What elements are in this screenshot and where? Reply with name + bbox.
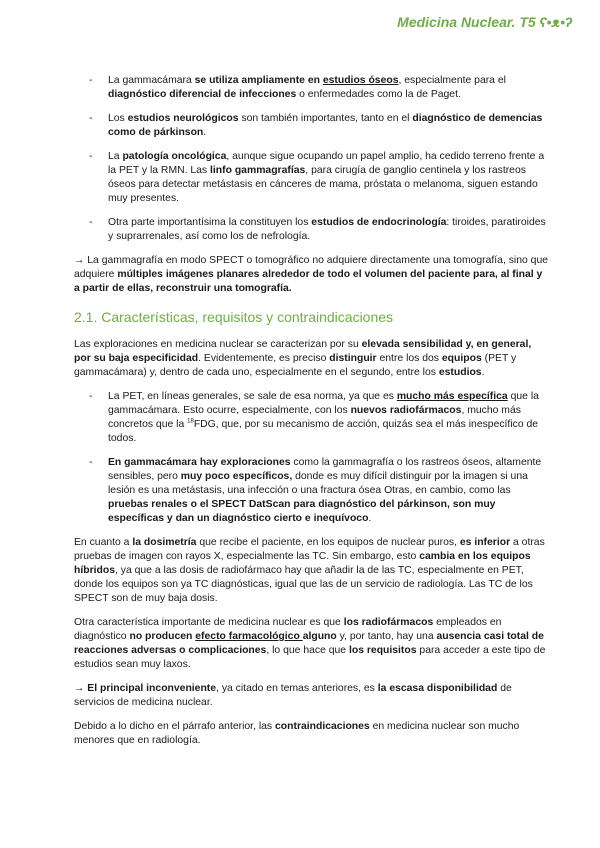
text: como la gammagrafía o los rastreos óseos, altamente sensibles, pero (108, 457, 542, 482)
text: : tiroides, paratiroides y suprarrenales, así como los de nefrología. (108, 217, 546, 242)
list-item (74, 150, 548, 206)
document-body (74, 74, 548, 758)
bullet-dash: - (89, 151, 93, 162)
bold-text: múltiples imágenes planares alrededor de todo el volumen del paciente para, al final y a partir de ellas, reconstruir una tomografía. (74, 269, 543, 294)
bold-text: no producen (129, 631, 196, 642)
underlined-bold-text: mucho más específica (396, 391, 508, 402)
text: de servicios de medicina nuclear. (74, 683, 512, 708)
text: La gammacámara (108, 75, 195, 86)
text: Debido a lo dicho en el párrafo anterior, las (74, 721, 276, 732)
text: , mucho más concretos que la (108, 405, 521, 430)
bold-text: alguno (302, 631, 337, 642)
text: , especialmente para el (398, 75, 506, 86)
list-item (74, 456, 548, 526)
text: , aunque sigue ocupando un papel amplio, ha cedido terreno frente a la PET y la RMN. Las (108, 151, 545, 176)
text: son también importantes, tanto en el (238, 113, 413, 124)
bold-text: linfo gammagrafías (210, 165, 306, 176)
text: o enfermedades como la de Paget. (296, 89, 461, 100)
text: , ya citado en temas anteriores, es (216, 683, 378, 694)
bullet-dash: - (89, 217, 93, 228)
bold-text: cambia en los equipos híbridos (74, 551, 531, 576)
text: La PET, en líneas generales, se sale de esa norma, ya que es (108, 391, 397, 402)
text: Los (108, 113, 128, 124)
text: . (481, 367, 485, 378)
text: La (108, 151, 123, 162)
text: que la gammacámara. Esto ocurre, especialmente, con los (108, 391, 539, 416)
bold-text: la escasa disponibilidad (377, 683, 498, 694)
bullet-dash: - (89, 391, 93, 402)
text: . (368, 513, 372, 524)
bold-text: nuevos radiofármacos (350, 405, 462, 416)
bold-text: se utiliza ampliamente en (194, 75, 323, 86)
bold-text: El principal inconveniente (87, 683, 217, 694)
text: que recibe el paciente, en los equipos de nuclear puros, (196, 537, 460, 548)
text: En cuanto a (74, 537, 133, 548)
page-header-title: Medicina Nuclear. T5 ʕ•ᴥ•ʔ (397, 14, 572, 30)
bold-text: los requisitos (348, 645, 417, 656)
spect-paragraph (74, 254, 548, 296)
bold-text: equipos (441, 353, 482, 364)
text: en medicina nuclear son mucho menores que en radiología. (74, 721, 520, 746)
radiopharmaceuticals-paragraph (74, 616, 548, 672)
list-item (74, 112, 548, 140)
dosimetry-paragraph (74, 536, 548, 606)
bold-text: estudios de endocrinología (311, 217, 447, 228)
text: , lo que hace que (266, 645, 349, 656)
bold-text: es inferior (459, 537, 511, 548)
equipment-list (74, 390, 548, 526)
bold-text: patología oncológica (122, 151, 227, 162)
list-item (74, 216, 548, 244)
text: → (74, 683, 88, 694)
text: donde es muy difícil distinguir por la imagen si una lesión es una metástasis, una infección o una fractura ósea Otras, en cambio, como las (108, 471, 528, 496)
bullet-dash: - (89, 113, 93, 124)
text: . (203, 127, 207, 138)
underlined-bold-text: estudios óseos (322, 75, 399, 86)
bold-text: En gammacámara hay exploraciones (108, 457, 291, 468)
text: . Evidentemente, es preciso (198, 353, 330, 364)
text: (PET y gammacámara) y, dentro de cada uno, especialmente en el segundo, entre los (74, 353, 517, 378)
text: entre los dos (376, 353, 442, 364)
text: → La gammagrafía en modo SPECT o tomográfico no adquiere directamente una tomografía, sino que adquiere (74, 255, 549, 280)
bold-text: la dosimetría (132, 537, 197, 548)
bold-text: elevada sensibilidad y, en general, por su baja especificidad (74, 339, 532, 364)
characteristics-paragraph (74, 338, 548, 380)
bold-text: diagnóstico diferencial de infecciones (108, 89, 297, 100)
bold-text: estudios neurológicos (127, 113, 239, 124)
contraindications-paragraph (74, 720, 548, 748)
text: , ya que a las dosis de radiofármaco hay que añadir la de las TC, especialmente en PET, donde los equipos son ya TC diagnósticas, igual que las de un servicio de radiología. Las TC de los SPECT son de muy baja dosis. (74, 565, 533, 604)
text: empleados en diagnóstico (74, 617, 502, 642)
bold-text: los radiofármacos (343, 617, 434, 628)
text: Otra característica importante de medicina nuclear es que (74, 617, 344, 628)
text: y, por tanto, hay una (336, 631, 437, 642)
bold-text: pruebas renales o el SPECT DatScan para diagnóstico del párkinson, son muy específicas y dan un diagnóstico cierto e inequívoco (108, 499, 496, 524)
text: FDG, que, por su mecanismo de acción, quizás sea el más inespecífico de todos. (108, 419, 539, 444)
list-item (74, 390, 548, 446)
bullet-dash: - (89, 457, 93, 468)
bold-text: ausencia casi total de reacciones adversas o complicaciones (74, 631, 544, 656)
superscript: 18 (187, 418, 194, 425)
list-item (74, 74, 548, 102)
text: para acceder a este tipo de estudios sean muy laxos. (74, 645, 546, 670)
bullet-dash: - (89, 75, 93, 86)
text: a otras pruebas de imagen con rayos X, especialmente las TC. Sin embargo, esto (74, 537, 545, 562)
uses-list (74, 74, 548, 244)
inconvenience-paragraph (74, 682, 548, 710)
section-heading: 2.1. Características, requisitos y contraindicaciones (74, 309, 394, 325)
bold-text: distinguir (329, 353, 377, 364)
bold-text: muy poco específicos, (180, 471, 293, 482)
underlined-bold-text: efecto farmacológico (195, 631, 303, 642)
text: Otra parte importantísima la constituyen los (108, 217, 312, 228)
bold-text: estudios (438, 367, 482, 378)
bold-text: contraindicaciones (275, 721, 370, 732)
bold-text: diagnóstico de demencias como de párkinson (108, 113, 543, 138)
text: , para cirugía de ganglio centinela y los rastreos óseos para detectar metástasis en cánceres de mama, próstata o melanoma, siguen estando muy presentes. (108, 165, 538, 204)
text: Las exploraciones en medicina nuclear se caracterizan por su (74, 339, 362, 350)
